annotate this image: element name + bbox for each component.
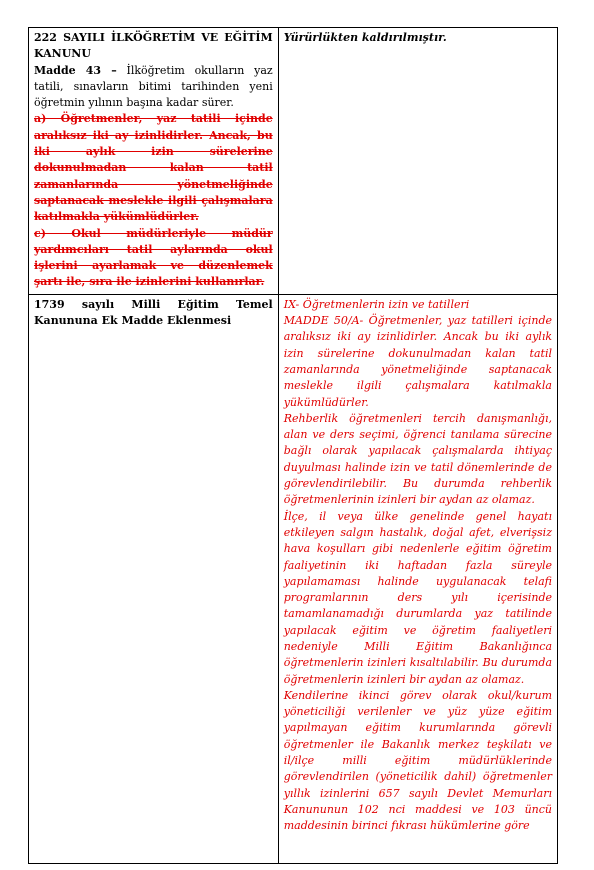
law-title: 222 SAYILI İLKÖĞRETİM VE EĞİTİM KANUNU [34,31,273,61]
table-row [29,294,558,863]
repeal-note-cell [278,28,557,295]
repealed-clause-a: a) Öğretmenler, yaz tatili içinde aralıksız iki ay izinlidirler. Ancak, bu iki aylık izin sürelerine dokunulmadan kalan tatil zamanlarında yönetmeliğinde saptanacak meslekle ilgili çalışmalara katılmakla yükümlüdürler. [34,112,273,224]
comparison-table [28,27,558,864]
repealed-clause-c: c) Okul müdürleriyle müdür yardımcıları tatil aylarında okul işlerini ayarlamak ve düzenlemek şartı ile, sıra ile izinlerini kullanırlar. [34,226,273,289]
article-body: İlköğretim okulların yaz tatili, sınavların bitimi tarihinden yeni öğretmin yılının başına kadar sürer. [34,63,273,110]
article-50a-para-3: İlçe, il veya ülke genelinde genel hayatı etkileyen salgın hastalık, doğal afet, elverişsiz hava koşulları gibi nedenlerle eğitim öğretim faaliyetinin iki haftadan fazla süreyle yapılamaması halinde uygulanacak telafi programlarının ders yılı içerisinde tamamlanamadığı durumlarda yaz tatilinde yapılacak eğitim ve öğretim faaliyetleri nedeniyle Milli Eğitim Bakanlığınca öğretmenlerin izinleri kısaltılabilir. Bu durumda öğretmenlerin izinleri bir aydan az olamaz. [283,509,552,686]
new-article-cell [278,294,557,863]
article-50a-para-1: MADDE 50/A- Öğretmenler, yaz tatilleri içinde aralıksız iki ay izinlidirler. Ancak bu iki aylık izin sürelerine dokunulmadan kalan tatil zamanlarında yönetmeliğinde saptanacak meslekle ilgili çalışmalara katılmakla yükümlüdürler. [283,314,552,409]
amendment-title: 1739 sayılı Milli Eğitim Temel Kanununa Ek Madde Eklenmesi [34,297,273,328]
repeal-note: Yürürlükten kaldırılmıştır. [283,31,447,44]
article-43-text [34,63,273,112]
article-label: Madde 43 – [34,63,117,77]
table-row [29,28,558,295]
article-50a-para-2: Rehberlik öğretmenleri tercih danışmanlığı, alan ve ders seçimi, öğrenci tanılama sürecine bağlı olarak yapılacak çalışmalarda ihtiyaç duyulması halinde izin ve tatil dönemlerinde de görevlendirilebilir. Bu durumda rehberlik öğretmenlerinin izinleri bir aydan az olamaz. [283,411,552,507]
article-50a-para-4: Kendilerine ikinci görev olarak okul/kurum yöneticiliği verilenler ve yüz yüze eğitim yapılmayan eğitim kurumlarında görevli öğretmenler ile Bakanlık merkez teşkilatı ve il/ilçe milli eğitim müdürlüklerinde görevlendirilen (yöneticilik dahil) öğretmenler yıllık izinlerini 657 sayılı Devlet Memurları Kanununun 102 nci maddesi ve 103 üncü maddesinin birinci fıkrası hükümlerine göre [283,688,552,833]
amendment-title-cell [29,294,279,863]
old-law-cell [29,28,279,295]
section-heading: IX- Öğretmenlerin izin ve tatilleri [283,297,470,311]
